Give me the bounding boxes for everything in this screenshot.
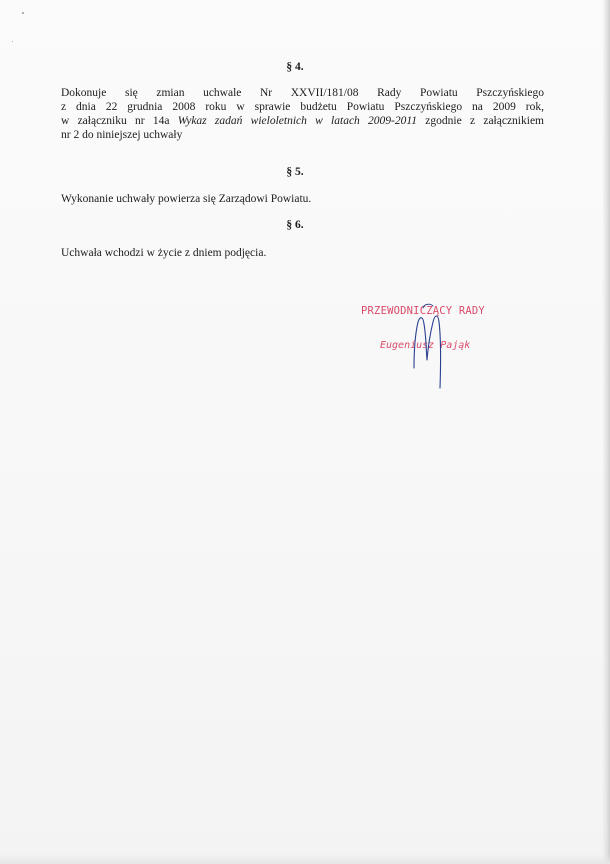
page-edge-shadow	[602, 0, 610, 864]
paragraph-line: Dokonuje się zmian uchwale Nr XXVII/181/08 Rady Powiatu Pszczyńskiego	[61, 87, 544, 99]
annex-title: Wykaz zadań wieloletnich w latach 2009-2011	[177, 115, 418, 127]
handwritten-signature	[400, 300, 460, 390]
page-bottom-shadow	[0, 854, 610, 864]
section-heading-4: § 4.	[286, 61, 304, 73]
paragraph-text: zgodnie z załącznikiem	[417, 115, 544, 127]
section-6-paragraph: Uchwała wchodzi w życie z dniem podjęcia.	[61, 247, 267, 259]
scan-speck	[12, 41, 13, 42]
stamp-name: Eugeniusz Pająk	[380, 340, 471, 351]
paragraph-text: w załączniku nr 14a	[61, 115, 178, 127]
section-heading-6: § 6.	[286, 219, 304, 231]
stamp-title: PRZEWODNICZĄCY RADY	[361, 305, 485, 317]
section-heading-5: § 5.	[286, 166, 304, 178]
paragraph-line: z dnia 22 grudnia 2008 roku w sprawie budżetu Powiatu Pszczyńskiego na 2009 rok,	[61, 101, 544, 113]
paragraph-line: nr 2 do niniejszej uchwały	[61, 129, 183, 141]
section-5-paragraph: Wykonanie uchwały powierza się Zarządowi Powiatu.	[61, 193, 312, 205]
paragraph-line-3	[61, 114, 544, 128]
section-4-paragraph	[61, 86, 544, 142]
scan-speck	[22, 12, 24, 14]
